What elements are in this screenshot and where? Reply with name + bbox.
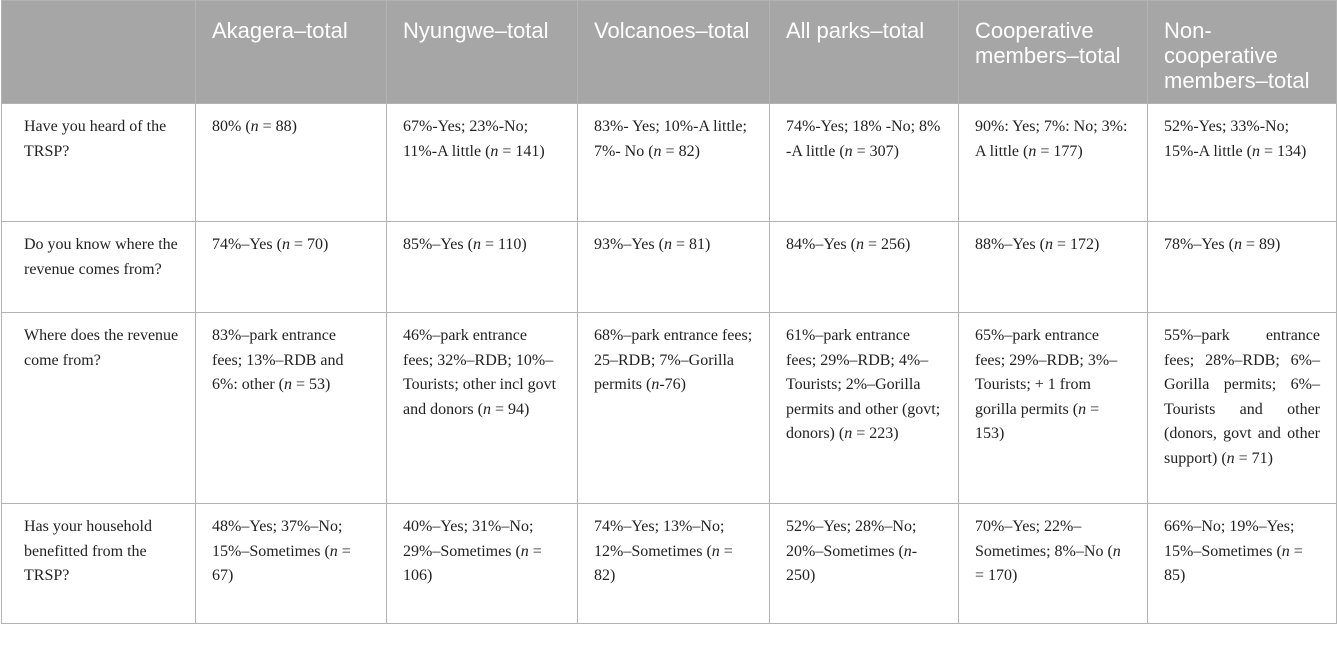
table-cell: 93%–Yes (n = 81) [578,222,770,313]
table-cell: 55%–park entrance fees; 28%–RDB; 6%–Gorilla permits; 6%–Tourists and other (donors, govt and other support) (n = 71) [1148,313,1337,504]
table-cell: 68%–park entrance fees; 25–RDB; 7%–Gorilla permits (n-76) [578,313,770,504]
trsp-survey-table [1,0,1337,624]
table-row [2,104,1337,222]
header-row [2,1,1337,104]
table-row [2,313,1337,504]
header-non-cooperative-members-total: Non-cooperative members–total [1148,1,1337,104]
table-cell: 84%–Yes (n = 256) [770,222,959,313]
table-cell: 88%–Yes (n = 172) [959,222,1148,313]
header-cell-empty [2,1,196,104]
table-cell: 85%–Yes (n = 110) [387,222,578,313]
table-cell: 66%–No; 19%–Yes; 15%–Sometimes (n = 85) [1148,504,1337,624]
table-cell: 83%- Yes; 10%-A little; 7%- No (n = 82) [578,104,770,222]
row-question: Have you heard of the TRSP? [2,104,196,222]
table-cell: 61%–park entrance fees; 29%–RDB; 4%–Tourists; 2%–Gorilla permits and other (govt; donors) (n = 223) [770,313,959,504]
table-cell: 74%–Yes; 13%–No; 12%–Sometimes (n = 82) [578,504,770,624]
header-cooperative-members-total: Cooperative members–total [959,1,1148,104]
header-volcanoes-total: Volcanoes–total [578,1,770,104]
header-akagera-total: Akagera–total [196,1,387,104]
table-row [2,222,1337,313]
table-cell: 83%–park entrance fees; 13%–RDB and 6%: other (n = 53) [196,313,387,504]
row-question: Has your household benefitted from the TRSP? [2,504,196,624]
row-question: Do you know where the revenue comes from? [2,222,196,313]
table-cell: 90%: Yes; 7%: No; 3%: A little (n = 177) [959,104,1148,222]
header-nyungwe-total: Nyungwe–total [387,1,578,104]
table-row [2,504,1337,624]
table-cell: 52%-Yes; 33%-No; 15%-A little (n = 134) [1148,104,1337,222]
table-cell: 74%–Yes (n = 70) [196,222,387,313]
table-cell: 48%–Yes; 37%–No; 15%–Sometimes (n = 67) [196,504,387,624]
table-cell: 78%–Yes (n = 89) [1148,222,1337,313]
table-cell: 40%–Yes; 31%–No; 29%–Sometimes (n = 106) [387,504,578,624]
table-cell: 80% (n = 88) [196,104,387,222]
table-cell: 46%–park entrance fees; 32%–RDB; 10%–Tourists; other incl govt and donors (n = 94) [387,313,578,504]
header-all-parks-total: All parks–total [770,1,959,104]
table-cell: 52%–Yes; 28%–No; 20%–Sometimes (n-250) [770,504,959,624]
table-cell: 67%-Yes; 23%-No; 11%-A little (n = 141) [387,104,578,222]
table-cell: 74%-Yes; 18% -No; 8% -A little (n = 307) [770,104,959,222]
table-cell: 70%–Yes; 22%–Sometimes; 8%–No (n = 170) [959,504,1148,624]
row-question: Where does the revenue come from? [2,313,196,504]
table-cell: 65%–park entrance fees; 29%–RDB; 3%–Tourists; + 1 from gorilla permits (n = 153) [959,313,1148,504]
